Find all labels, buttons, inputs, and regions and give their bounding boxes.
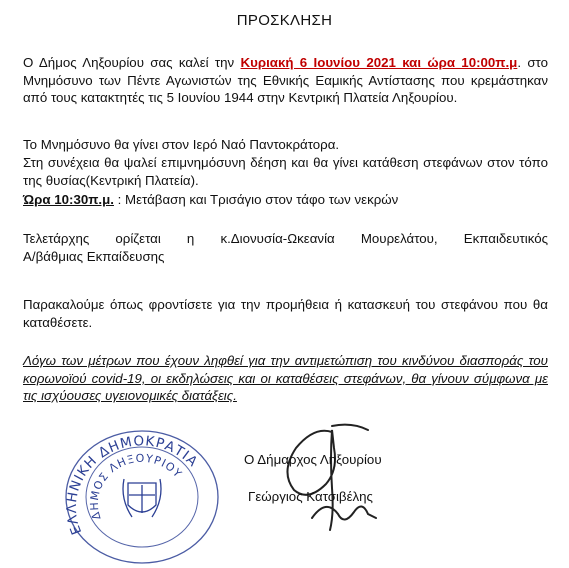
intro-text: Ο Δήμος Ληξουρίου σας καλεί την [23, 55, 241, 70]
mayor-signature [272, 418, 382, 538]
event-date: Κυριακή 6 Ιουνίου 2021 και ώρα 10:00π.μ [240, 55, 518, 70]
moc-line-2: Α/βάθμιας Εκπαίδευσης [23, 248, 165, 264]
coat-of-arms-icon [123, 479, 161, 517]
wreath-request-text: Παρακαλούμε όπως φροντίσετε για την προμήθεια ή κατασκευή του στεφάνου που θα καταθέσετε. [23, 297, 548, 330]
memorial-location-text: Το Μνημόσυνο θα γίνει στον Ιερό Ναό Παντοκράτορα. [23, 137, 340, 152]
schedule-line [23, 191, 548, 209]
signatory-name: Γεώργιος Κατσιβέλης [248, 489, 373, 504]
schedule-time: Ώρα 10:30π.μ. [23, 192, 114, 207]
master-of-ceremonies-paragraph [23, 230, 548, 265]
municipality-seal [62, 425, 222, 565]
document-title: ΠΡΟΣΚΛΗΣΗ [236, 12, 333, 29]
seal-outer-text: ΕΛΛΗΝΙΚΗ ΔΗΜΟΚΡΑΤΙΑ [63, 433, 202, 537]
moc-line-1: Τελετάρχης ορίζεται η κ.Διονυσία-Ωκεανία Μουρελάτου, Εκπαιδευτικός [23, 231, 548, 246]
wreath-laying-text: Στη συνέχεια θα ψαλεί επιμνημόσυνη δέηση και θα γίνει κατάθεση στεφάνων στον τόπο της θυσίας(Κεντρική Πλατεία). [23, 155, 548, 188]
invitation-paragraph [23, 54, 548, 107]
schedule-text: : Μετάβαση και Τρισάγιο στον τάφο των νεκρών [113, 192, 399, 207]
signatory-title: Ο Δήμαρχος Ληξουρίου [244, 452, 382, 467]
seal-inner-text: ΔΗΜΟΣ ΛΗΞΟΥΡΙΟΥ [87, 451, 185, 522]
intro-rest-text: . στο Μνημόσυνο των Πέντε Αγωνιστών της Εθνικής Εαμικής Αντίστασης που κρεμάστηκαν από τους κατακτητές τις 5 Ιουνίου 1944 στην Κεντρική Πλατεία Ληξουρίου. [23, 55, 548, 105]
covid-notice-text: Λόγω των μέτρων που έχουν ληφθεί για την αντιμετώπιση του κινδύνου διασποράς του κορωνοϊού covid-19, οι εκδηλώσεις και οι καταθέσεις στεφάνων, θα γίνουν σύμφωνα με τις ισχύουσες υγειονομικές διατάξεις. [23, 353, 548, 403]
